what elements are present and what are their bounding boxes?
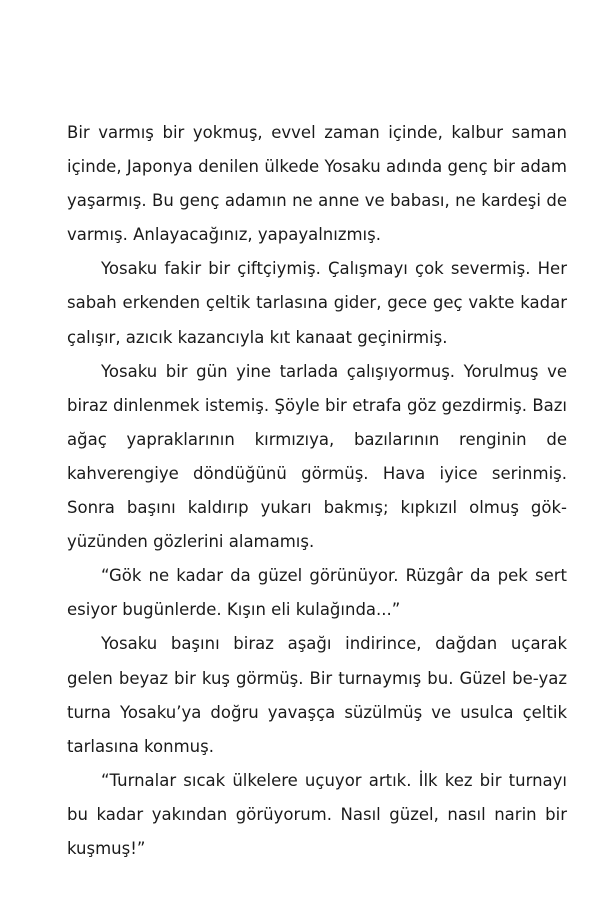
- paragraph-4: “Gök ne kadar da güzel görünüyor. Rüzgâr da pek sert esiyor bugünlerde. Kışın eli kulağında...”: [67, 566, 567, 620]
- paragraph-1: Bir varmış bir yokmuş, evvel zaman içinde, kalbur saman içinde, Japonya denilen ülkede Yosaku adında genç bir adam yaşarmış. Bu genç adamın ne anne ve babası, ne kardeşi de varmış. Anlayacağınız, yapayalnızmış.: [67, 123, 567, 245]
- paragraph-2: Yosaku fakir bir çiftçiymiş. Çalışmayı çok severmiş. Her sabah erkenden çeltik tarlasına gider, gece geç vakte kadar çalışır, azıcık kazancıyla kıt kanaat geçinirmiş.: [67, 259, 567, 347]
- paragraph-5: Yosaku başını biraz aşağı indirince, dağdan uçarak gelen beyaz bir kuş görmüş. Bir turnaymış bu. Güzel be-yaz turna Yosaku’ya doğru yavaşça süzülmüş ve usulca çeltik tarlasına konmuş.: [67, 634, 567, 756]
- paragraph-3: Yosaku bir gün yine tarlada çalışıyormuş. Yorulmuş ve biraz dinlenmek istemiş. Şöyle bir etrafa göz gezdirmiş. Bazı ağaç yapraklarının kırmızıya, bazılarının renginin de kahverengiye döndüğünü görmüş. Hava iyice serinmiş. Sonra başını kaldırıp yukarı bakmış; kıpkızıl olmuş gök-yüzünden gözlerini alamamış.: [67, 361, 567, 552]
- paragraph-6: “Turnalar sıcak ülkelere uçuyor artık. İlk kez bir turnayı bu kadar yakından görüyorum. Nasıl güzel, nasıl narin bir kuşmuş!”: [67, 770, 567, 858]
- story-text: [67, 116, 567, 866]
